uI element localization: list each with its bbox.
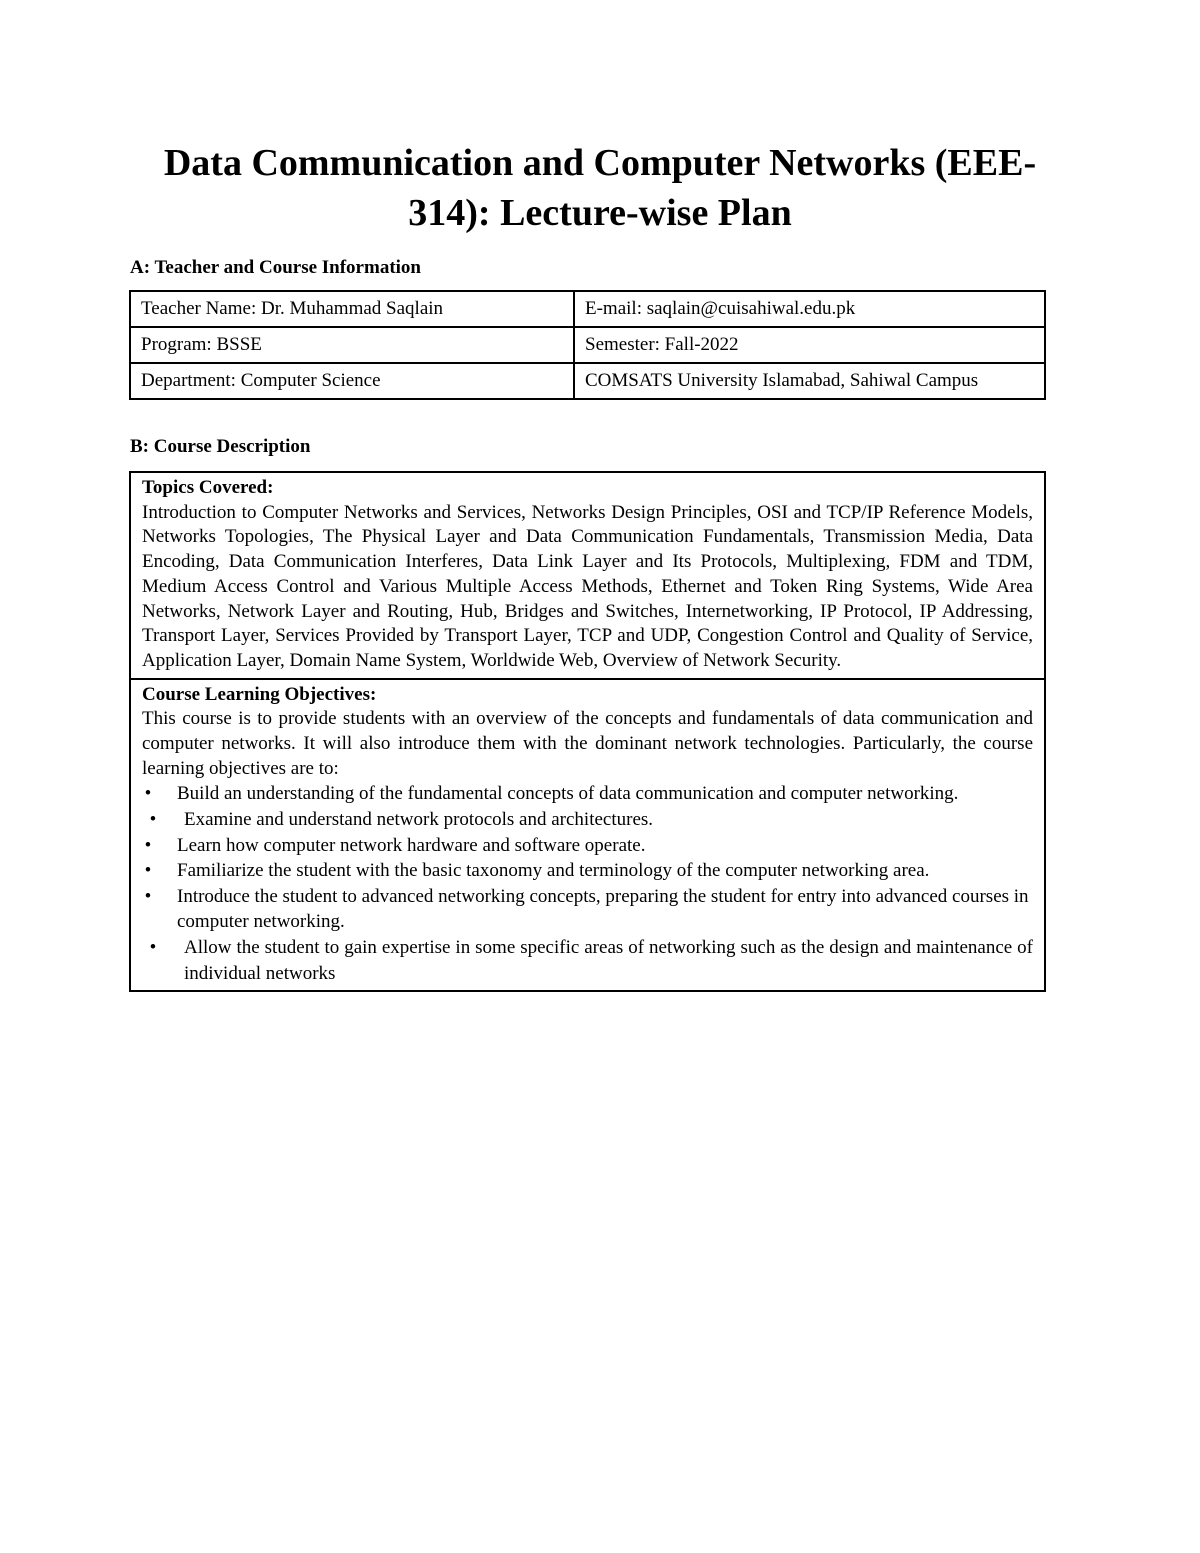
document-title (120, 138, 1080, 238)
bullet-icon: • (149, 809, 157, 831)
bullet-icon: • (144, 783, 152, 805)
list-item (142, 884, 1033, 935)
teacher-course-info-table (129, 290, 1046, 400)
topics-covered-heading: Topics Covered: (142, 477, 274, 498)
course-description-table (129, 471, 1046, 992)
title-line-2: 314): Lecture-wise Plan (408, 192, 792, 234)
section-a-heading: A: Teacher and Course Information (130, 257, 421, 278)
title-line-1: Data Communication and Computer Networks (EEE- (163, 142, 1037, 184)
list-item (142, 781, 1033, 807)
list-item-text: Build an understanding of the fundamental concepts of data communication and computer networking. (177, 783, 959, 805)
learning-objectives-cell (130, 679, 1045, 992)
bullet-icon: • (144, 885, 152, 907)
learning-objectives-heading: Course Learning Objectives: (142, 683, 377, 705)
email-cell: E-mail: saqlain@cuisahiwal.edu.pk (574, 291, 1045, 327)
bullet-icon: • (144, 834, 152, 856)
list-item (142, 833, 1033, 859)
topics-covered-text: Introduction to Computer Networks and Services, Networks Design Principles, OSI and TCP/IP Reference Models, Networks Topologies, The Physical Layer and Data Communication Fundamentals, Transmission Media, Data Encoding, Data Communication Interferes, Data Link Layer and Its Protocols, Multiplexing, FDM and TDM, Medium Access Control and Various Multiple Access Methods, Ethernet and Token Ring Systems, Wide Area Networks, Network Layer and Routing, Hub, Bridges and Switches, Internetworking, IP Protocol, IP Addressing, Transport Layer, Services Provided by Transport Layer, TCP and UDP, Congestion Control and Quality of Service, Application Layer, Domain Name System, Worldwide Web, Overview of Network Security. (142, 501, 1033, 671)
table-row (130, 291, 1045, 327)
table-row (130, 363, 1045, 399)
bullet-icon: • (144, 860, 152, 882)
topics-covered-cell (130, 472, 1045, 679)
learning-objectives-intro: This course is to provide students with an overview of the concepts and fundamentals of data communication and computer networks. It will also introduce them with the dominant network technologies. Particularly, the course learning objectives are to: (142, 708, 1033, 779)
section-b-heading: B: Course Description (130, 436, 311, 457)
table-row (130, 327, 1045, 363)
list-item (142, 807, 1033, 833)
semester-cell: Semester: Fall-2022 (574, 327, 1045, 363)
list-item-text: Allow the student to gain expertise in some specific areas of networking such as the design and maintenance of individual networks (184, 937, 1033, 984)
list-item (142, 858, 1033, 884)
list-item-text: Familiarize the student with the basic taxonomy and terminology of the computer networking area. (177, 860, 930, 882)
list-item (142, 935, 1033, 986)
bullet-icon: • (149, 937, 157, 958)
list-item-text: Examine and understand network protocols and architectures. (184, 809, 654, 831)
campus-cell: COMSATS University Islamabad, Sahiwal Campus (574, 363, 1045, 399)
program-cell: Program: BSSE (130, 327, 574, 363)
teacher-name-cell: Teacher Name: Dr. Muhammad Saqlain (130, 291, 574, 327)
department-cell: Department: Computer Science (130, 363, 574, 399)
objectives-list (142, 781, 1033, 986)
table-row (130, 472, 1045, 679)
table-row (130, 679, 1045, 992)
list-item-text: Introduce the student to advanced networking concepts, preparing the student for entry into advanced courses in computer networking. (177, 885, 1029, 933)
list-item-text: Learn how computer network hardware and software operate. (177, 834, 646, 856)
